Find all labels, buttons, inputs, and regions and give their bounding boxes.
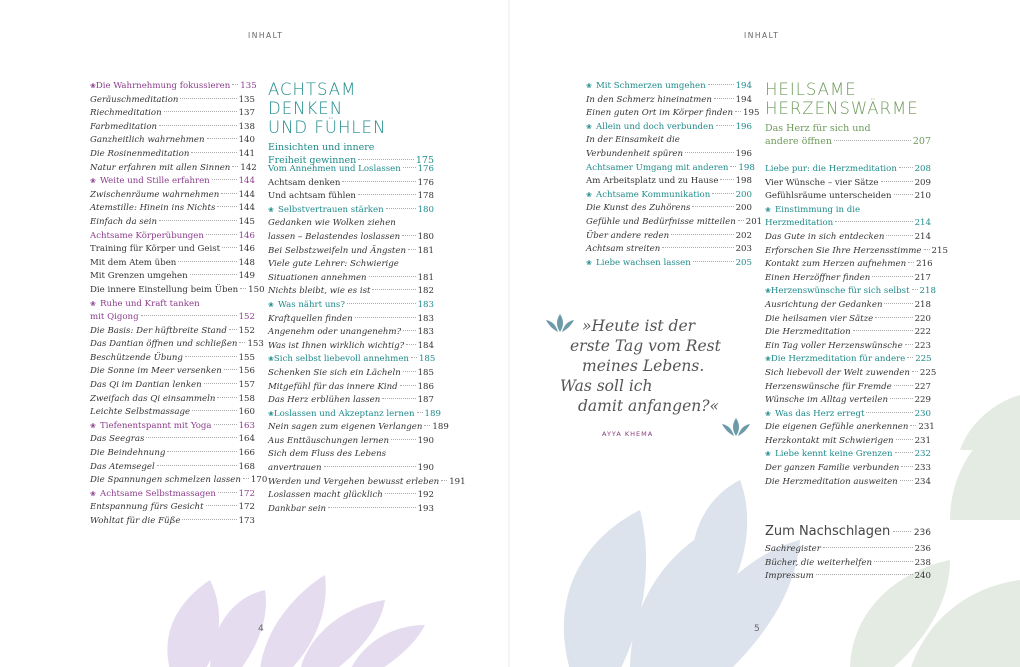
lotus-icon-small-right xyxy=(722,418,750,436)
toc-column-1 xyxy=(90,80,268,529)
toc-entry: Bei Selbstzweifeln und Ängsten 181 xyxy=(268,245,434,256)
lotus-bullet-icon: ❀ xyxy=(90,299,96,308)
toc-entry: Situationen annehmen 181 xyxy=(268,272,434,283)
toc-entry: ❀ Tiefenentspannt mit Yoga 163 xyxy=(90,420,255,434)
toc-entry: Gedanken wie Wolken ziehen xyxy=(268,218,396,229)
page-number-right: 5 xyxy=(754,624,760,634)
toc-entry: Die Spannungen schmelzen lassen 170 xyxy=(90,475,268,486)
page-number-left: 4 xyxy=(258,624,264,634)
lotus-bullet-icon: ❀ xyxy=(268,355,274,364)
lotus-bullet-icon: ❀ xyxy=(765,205,771,214)
toc-entry: Nichts bleibt, wie es ist 182 xyxy=(268,286,434,297)
toc-entry: ❀ Allein und doch verbunden 196 xyxy=(586,121,752,135)
toc-entry: Einen Herzöffner finden 217 xyxy=(765,272,931,283)
toc-entry: Das Dantian öffnen und schließen 153 xyxy=(90,339,264,350)
toc-entry: Achtsam denken 176 xyxy=(268,177,434,188)
toc-entry: ❀ Achtsame Selbstmassagen 172 xyxy=(90,488,255,502)
toc-entry: ❀ Loslassen und Akzeptanz lernen 189 xyxy=(268,408,434,422)
toc-entry: Beschützende Übung 155 xyxy=(90,352,255,363)
chapter-title-2: HEILSAME HERZENSWÄRME xyxy=(765,80,919,118)
toc-entry: Gefühle und Bedürfnisse mitteilen 201 xyxy=(586,216,763,227)
toc-entry: Achtsamer Umgang mit anderen 198 xyxy=(586,162,755,173)
toc-entry: Die Sonne im Meer versenken 156 xyxy=(90,366,255,377)
toc-entry: Dankbar sein 193 xyxy=(268,503,434,514)
lotus-bullet-icon: ❀ xyxy=(90,489,96,498)
toc-entry: Über andere reden 202 xyxy=(586,230,752,241)
toc-entry: Sich liebevoll der Welt zuwenden 225 xyxy=(765,367,937,378)
nachschlagen-list xyxy=(765,543,931,584)
lotus-bullet-icon: ❀ xyxy=(765,450,771,459)
toc-entry: Vier Wünsche – vier Sätze 209 xyxy=(765,177,931,188)
lotus-bullet-icon: ❀ xyxy=(90,82,96,90)
chapter-heading-heilsame xyxy=(765,80,931,148)
toc-entry: ❀ Liebe wachsen lassen 205 xyxy=(586,257,752,271)
quote-author: AYYA KHEMA xyxy=(602,430,654,438)
toc-entry: Wünsche im Alltag verteilen 229 xyxy=(765,395,931,406)
running-head-left: INHALT xyxy=(248,31,284,40)
toc-column-2 xyxy=(268,163,466,516)
toc-entry: Zwischenräume wahrnehmen 144 xyxy=(90,189,255,200)
toc-entry: Leichte Selbstmassage 160 xyxy=(90,407,255,418)
toc-entry: Impressum 240 xyxy=(765,571,931,582)
lotus-bullet-icon: ❀ xyxy=(586,122,592,131)
toc-entry: Verbundenheit spüren 196 xyxy=(586,148,752,159)
toc-entry: Die Kunst des Zuhörens 200 xyxy=(586,203,752,214)
toc-entry: Loslassen macht glücklich 192 xyxy=(268,490,434,501)
toc-entry: Und achtsam fühlen 178 xyxy=(268,191,434,202)
toc-entry: Die Rosinenmeditation 141 xyxy=(90,148,255,159)
toc-entry: Training für Körper und Geist 146 xyxy=(90,244,255,255)
toc-entry: Das Seegras 164 xyxy=(90,434,255,445)
toc-entry: Die heilsamen vier Sätze 220 xyxy=(765,313,931,324)
toc-entry: Das Herz erblühen lassen 187 xyxy=(268,395,434,406)
toc-entry: Der ganzen Familie verbunden 233 xyxy=(765,463,931,474)
toc-entry: Die Basis: Der hüftbreite Stand 152 xyxy=(90,325,255,336)
toc-entry: Einen guten Ort im Körper finden 195 xyxy=(586,108,760,119)
lotus-bullet-icon: ❀ xyxy=(90,177,96,186)
quote: »Heute ist der erste Tag vom Rest meines Lebens. Was soll ich damit anfangen?« xyxy=(560,317,721,415)
toc-entry: In der Einsamkeit die xyxy=(586,135,680,146)
toc-entry: Werden und Vergehen bewusst erleben 191 xyxy=(268,476,466,487)
toc-entry: lassen – Belastendes loslassen 180 xyxy=(268,231,434,242)
chapter-subtitle-2: Das Herz für sich und andere öffnen 207 xyxy=(765,123,931,147)
lotus-bullet-icon: ❀ xyxy=(765,355,771,364)
toc-entry: Farbmeditation 138 xyxy=(90,121,255,132)
toc-entry: Riechmeditation 137 xyxy=(90,108,255,119)
lotus-bullet-icon: ❀ xyxy=(90,421,96,430)
toc-entry: Vom Annehmen und Loslassen 176 xyxy=(268,164,434,174)
toc-entry: Viele gute Lehrer: Schwierige xyxy=(268,259,399,270)
toc-entry: Aus Enttäuschungen lernen 190 xyxy=(268,435,434,446)
toc-entry: Liebe pur: die Herzmeditation 208 xyxy=(765,164,931,174)
toc-entry: Das Qi im Dantian lenken 157 xyxy=(90,380,255,391)
lotus-bullet-icon: ❀ xyxy=(586,190,592,199)
nachschlagen-section xyxy=(765,524,931,584)
toc-entry: Sich dem Fluss des Lebens xyxy=(268,449,387,460)
toc-entry: Die Beindehnung 166 xyxy=(90,448,255,459)
toc-entry: mit Qigong 152 xyxy=(90,312,255,323)
toc-entry: Herzenswünsche für Fremde 227 xyxy=(765,381,931,392)
toc-entry: ❀ Selbstvertrauen stärken 180 xyxy=(268,204,434,218)
toc-entry: Ein Tag voller Herzenswünsche 223 xyxy=(765,340,931,351)
toc-entry: Erforschen Sie Ihre Herzensstimme 215 xyxy=(765,245,948,256)
toc-entry: Entspannung fürs Gesicht 172 xyxy=(90,502,255,513)
toc-entry: Ausrichtung der Gedanken 218 xyxy=(765,299,931,310)
toc-entry: Kraftquellen finden 183 xyxy=(268,313,434,324)
toc-entry: Am Arbeitsplatz und zu Hause 198 xyxy=(586,176,752,187)
toc-entry: ❀ Mit Schmerzen umgehen 194 xyxy=(586,80,752,94)
toc-entry: Achtsame Körperübungen 146 xyxy=(90,230,255,241)
toc-entry: Die Herzmeditation ausweiten 234 xyxy=(765,476,931,487)
toc-entry: In den Schmerz hineinatmen 194 xyxy=(586,94,752,105)
toc-entry: Das Gute in sich entdecken 214 xyxy=(765,231,931,242)
running-head-right: INHALT xyxy=(744,31,780,40)
toc-entry: Herzkontakt mit Schwierigen 231 xyxy=(765,435,931,446)
toc-column-4 xyxy=(765,163,948,489)
chapter-subtitle: Einsichten und innere Freiheit gewinnen 175 xyxy=(268,142,434,166)
toc-entry: ❀ Weite und Stille erfahren 144 xyxy=(90,175,255,189)
toc-entry: Kontakt zum Herzen aufnehmen 216 xyxy=(765,259,933,270)
toc-entry: ❀ Achtsame Kommunikation 200 xyxy=(586,189,752,203)
toc-entry: Mit Grenzen umgehen 149 xyxy=(90,271,255,282)
toc-entry: ❀ Ruhe und Kraft tanken xyxy=(90,298,255,312)
lotus-bullet-icon: ❀ xyxy=(765,409,771,418)
toc-entry: Die Herzmeditation 222 xyxy=(765,327,931,338)
toc-entry: ❀ Die Herzmeditation für andere 225 xyxy=(765,353,931,367)
toc-entry: Geräuschmeditation 135 xyxy=(90,94,255,105)
toc-entry: Die innere Einstellung beim Üben 150 xyxy=(90,284,265,295)
toc-entry: ❀ Sich selbst liebevoll annehmen 185 xyxy=(268,353,434,367)
toc-entry: Bücher, die weiterhelfen 238 xyxy=(765,557,931,568)
toc-entry: anvertrauen 190 xyxy=(268,463,434,474)
toc-entry: Atemstille: Hinein ins Nichts 144 xyxy=(90,203,255,214)
toc-entry: Gefühlsräume unterscheiden 210 xyxy=(765,191,931,202)
toc-entry: ❀ Was das Herz erregt 230 xyxy=(765,408,931,422)
toc-entry: Schenken Sie sich ein Lächeln 185 xyxy=(268,367,434,378)
toc-entry: Wohltat für die Füße 173 xyxy=(90,516,255,526)
toc-entry: Zweifach das Qi einsammeln 158 xyxy=(90,393,255,404)
toc-entry: ❀ Was nährt uns? 183 xyxy=(268,299,434,313)
toc-entry: Einfach da sein 145 xyxy=(90,216,255,227)
lotus-bullet-icon: ❀ xyxy=(765,287,771,296)
toc-entry: Angenehm oder unangenehm? 183 xyxy=(268,327,434,338)
toc-entry: Herzmeditation 214 xyxy=(765,218,931,229)
lotus-bullet-icon: ❀ xyxy=(268,409,274,418)
lotus-decoration-left xyxy=(150,560,430,667)
toc-entry: Mitgefühl für das innere Kind 186 xyxy=(268,381,434,392)
toc-entry: Sachregister 236 xyxy=(765,544,931,554)
toc-entry: Was ist Ihnen wirklich wichtig? 184 xyxy=(268,340,434,351)
toc-entry: ❀ Einstimmung in die xyxy=(765,204,931,218)
toc-entry: Das Atemsegel 168 xyxy=(90,461,255,472)
nachschlagen-title: Zum Nachschlagen 236 xyxy=(765,524,931,539)
toc-entry: Die eigenen Gefühle anerkennen 231 xyxy=(765,422,935,433)
lotus-bullet-icon: ❀ xyxy=(268,300,274,309)
lotus-bullet-icon: ❀ xyxy=(268,205,274,214)
toc-entry: Achtsam streiten 203 xyxy=(586,244,752,255)
lotus-bullet-icon: ❀ xyxy=(586,82,592,90)
toc-entry: ❀ Liebe kennt keine Grenzen 232 xyxy=(765,448,931,462)
toc-entry: Nein sagen zum eigenen Verlangen 189 xyxy=(268,422,449,433)
lotus-bullet-icon: ❀ xyxy=(586,258,592,267)
chapter-heading-achtsam xyxy=(268,80,434,167)
toc-entry: ❀ Herzenswünsche für sich selbst 218 xyxy=(765,285,931,299)
toc-entry: Natur erfahren mit allen Sinnen 142 xyxy=(90,162,257,173)
chapter-title: ACHTSAM DENKEN UND FÜHLEN xyxy=(268,80,387,137)
toc-column-3 xyxy=(586,80,763,270)
toc-entry: Ganzheitlich wahrnehmen 140 xyxy=(90,135,255,146)
toc-entry: Mit dem Atem üben 148 xyxy=(90,257,255,268)
toc-entry: ❀ Die Wahrnehmung fokussieren 135 xyxy=(90,80,255,94)
